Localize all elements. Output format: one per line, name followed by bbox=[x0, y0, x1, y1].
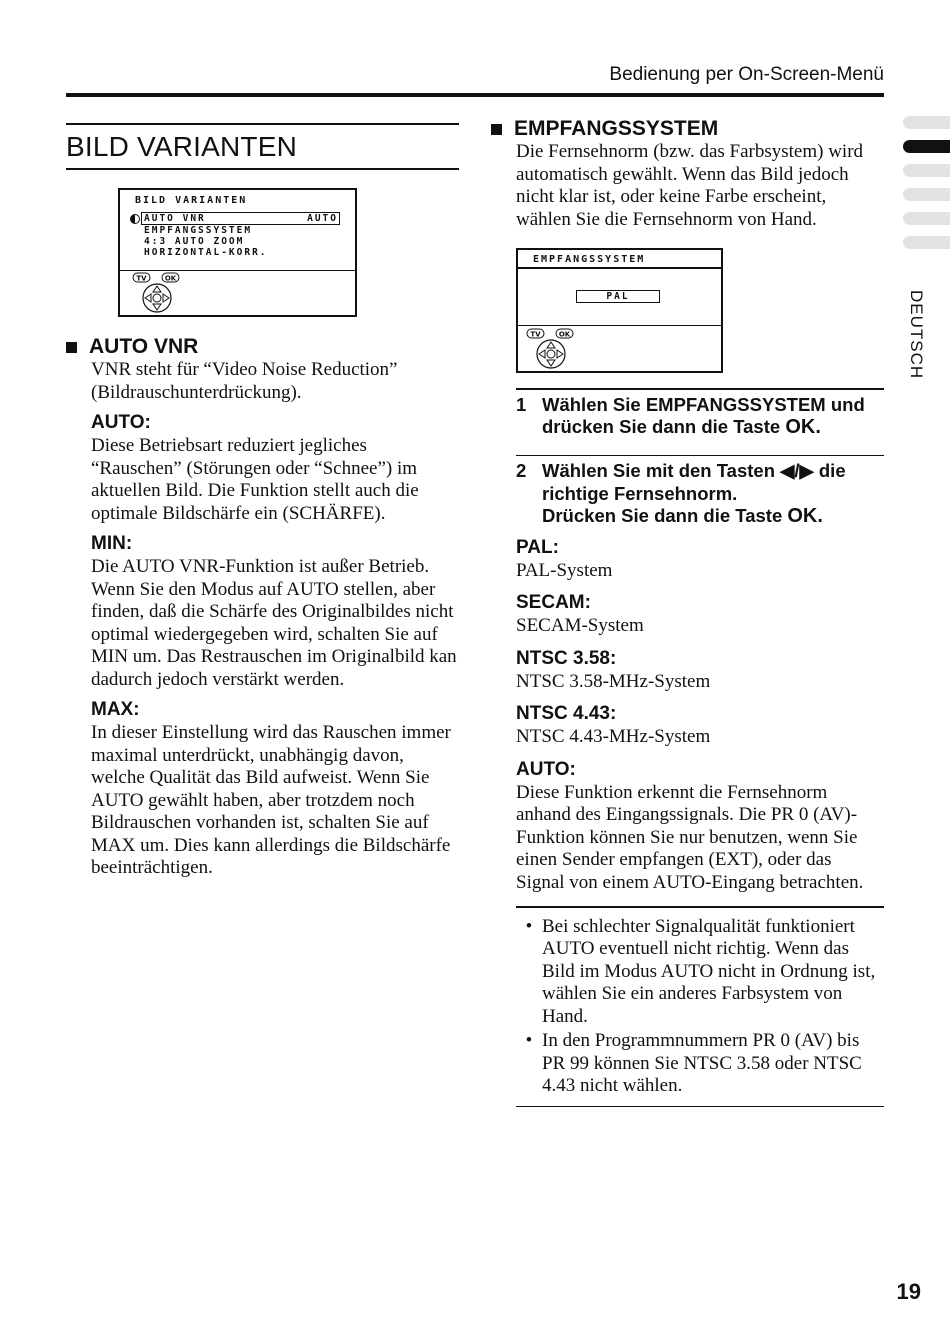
step-2-text-b: Drücken Sie dann die Taste bbox=[542, 505, 783, 526]
tab-marker bbox=[903, 188, 950, 201]
ok-key-label: OK bbox=[164, 274, 177, 283]
option-text: SECAM-System bbox=[516, 615, 644, 636]
left-column bbox=[66, 123, 459, 880]
option-text-max: In dieser Einstellung wird das Rauschen immer maximal unterdrückt, unabhängig davon, welche Qualität das Bild aufweist. Wenn Sie AUTO gewählt haben, aber trotzdem noch Bildrauschen vorhanden ist, schalten Sie auf MAX um. Dies kann allerdings die Bildschärfe beeinträchtigen. bbox=[91, 722, 451, 878]
empfangssystem-heading: EMPFANGSSYSTEM bbox=[514, 117, 719, 140]
step-number: 2 bbox=[516, 460, 527, 481]
option-heading-max: MAX: bbox=[91, 699, 140, 720]
osd-item: HORIZONTAL-KORR. bbox=[144, 247, 268, 258]
remote-keys-icon bbox=[524, 328, 594, 370]
option-text: NTSC 4.43-MHz-System bbox=[516, 726, 711, 747]
osd-menu-list bbox=[120, 190, 355, 271]
right-column bbox=[491, 117, 884, 1107]
remote-keys-icon bbox=[130, 272, 200, 314]
option-text-auto: Diese Betriebsart reduziert jegliches “Rauschen” (Störungen oder “Schnee”) im aktuellen Bild. Die Funktion stellt auch die optimale Bildschärfe ein (SCHÄRFE). bbox=[91, 435, 419, 524]
option-heading-min: MIN: bbox=[91, 533, 133, 554]
auto-vnr-heading: AUTO VNR bbox=[89, 335, 199, 358]
osd-menu-bild-varianten bbox=[118, 188, 357, 317]
option-heading: PAL: bbox=[516, 536, 559, 558]
section-heading bbox=[491, 117, 884, 141]
note-item bbox=[516, 1030, 884, 1098]
note-text: Bei schlechter Signalqualität funktioniert AUTO eventuell nicht richtig. Wenn das Bild im Modus AUTO nicht in Ordnung ist, wählen Sie ein anderes Farbsystem von Hand. bbox=[542, 915, 876, 1027]
language-label: DEUTSCH bbox=[907, 290, 926, 380]
osd-item-label: AUTO VNR bbox=[144, 213, 206, 224]
option-text: Diese Funktion erkennt die Fernsehnorm anhand des Eingangssignals. Die PR 0 (AV)-Funktion können Sie nur benutzen, wenn Sie einen Sender empfangen (EXT), oder das Signal von einem AUTO-Eingang betrachten. bbox=[516, 781, 864, 893]
step-2-text-a: Wählen Sie mit den Tasten ◀/▶ die richtige Fernsehnorm. bbox=[542, 460, 846, 504]
osd-title: EMPFANGSSYSTEM bbox=[533, 254, 646, 265]
option-heading: NTSC 3.58: bbox=[516, 647, 617, 669]
tab-marker bbox=[903, 116, 950, 129]
option-text-min: Die AUTO VNR-Funktion ist außer Betrieb. Wenn Sie den Modus auf AUTO stellen, aber finden, daß die Schärfe des Originalbildes nicht optimal wiedergegeben wird, schalten Sie auf MIN um. Das Restrauschen im Originalbild kan dadurch jedoch verstärkt werden. bbox=[91, 556, 457, 690]
bullet-dot-icon: • bbox=[525, 915, 533, 937]
step-1 bbox=[516, 390, 884, 455]
auto-vnr-section bbox=[66, 335, 459, 880]
ok-key-text: OK. bbox=[785, 416, 821, 438]
option-text: NTSC 3.58-MHz-System bbox=[516, 670, 711, 692]
option-heading: NTSC 4.43: bbox=[516, 703, 617, 724]
osd-selected-item bbox=[141, 212, 340, 225]
step-text bbox=[542, 394, 884, 439]
step-1-text: Wählen Sie EMPFANGSSYSTEM und drücken Sie dann die Taste bbox=[542, 393, 865, 437]
bullet-dot-icon: • bbox=[525, 1030, 533, 1051]
bullet-square-icon bbox=[491, 124, 502, 135]
notes-divider-bottom bbox=[516, 1106, 884, 1108]
osd-menu-panel bbox=[518, 250, 721, 326]
header-rule bbox=[66, 93, 884, 97]
osd-item: 4:3 AUTO ZOOM bbox=[144, 236, 245, 247]
tab-marker-active bbox=[903, 140, 950, 153]
osd-selected-value: PAL bbox=[576, 290, 660, 303]
osd-title: BILD VARIANTEN bbox=[135, 195, 248, 206]
tab-marker bbox=[903, 164, 950, 177]
language-tabs bbox=[903, 116, 950, 260]
ok-key-label: OK bbox=[558, 330, 571, 339]
tv-key-label: TV bbox=[136, 274, 147, 283]
osd-menu-empfangssystem bbox=[516, 248, 723, 373]
page-number: 19 bbox=[896, 1279, 921, 1304]
notes-list bbox=[516, 908, 884, 1106]
bullet-square-icon bbox=[66, 342, 77, 353]
tab-marker bbox=[903, 212, 950, 225]
running-header: Bedienung per On-Screen-Menü bbox=[609, 64, 884, 85]
option-text: PAL-System bbox=[516, 559, 613, 581]
auto-vnr-intro: VNR steht für “Video Noise Reduction” (Bildrauschunterdrückung). bbox=[91, 359, 398, 403]
page-title: BILD VARIANTEN bbox=[66, 131, 297, 162]
option-heading-auto: AUTO: bbox=[91, 412, 151, 433]
option-heading: AUTO: bbox=[516, 758, 576, 780]
step-number: 1 bbox=[516, 393, 527, 415]
note-text: In den Programmnummern PR 0 (AV) bis PR 99 können Sie NTSC 3.58 oder NTSC 4.43 nicht wählen. bbox=[542, 1030, 862, 1096]
step-text bbox=[542, 460, 884, 528]
tab-marker bbox=[903, 236, 950, 249]
osd-title-rule bbox=[518, 267, 721, 269]
empfangssystem-intro: Die Fernsehnorm (bzw. das Farbsystem) wird automatisch gewählt. Wenn das Bild jedoch nicht klar ist, oder keine Farbe erscheint, wählen Sie die Fernsehnorm von Hand. bbox=[516, 141, 864, 230]
ok-key-text: OK. bbox=[787, 505, 823, 527]
option-list bbox=[516, 536, 884, 895]
tv-key-label: TV bbox=[530, 330, 541, 339]
osd-item: EMPFANGSSYSTEM bbox=[144, 225, 253, 236]
note-item bbox=[516, 916, 884, 1029]
steps bbox=[516, 388, 884, 1107]
section-title-box bbox=[66, 123, 459, 170]
osd-item-value: AUTO bbox=[307, 213, 338, 224]
section-heading bbox=[66, 335, 459, 359]
step-2 bbox=[516, 456, 884, 528]
osd-cursor-icon bbox=[130, 214, 140, 224]
option-heading: SECAM: bbox=[516, 592, 591, 613]
